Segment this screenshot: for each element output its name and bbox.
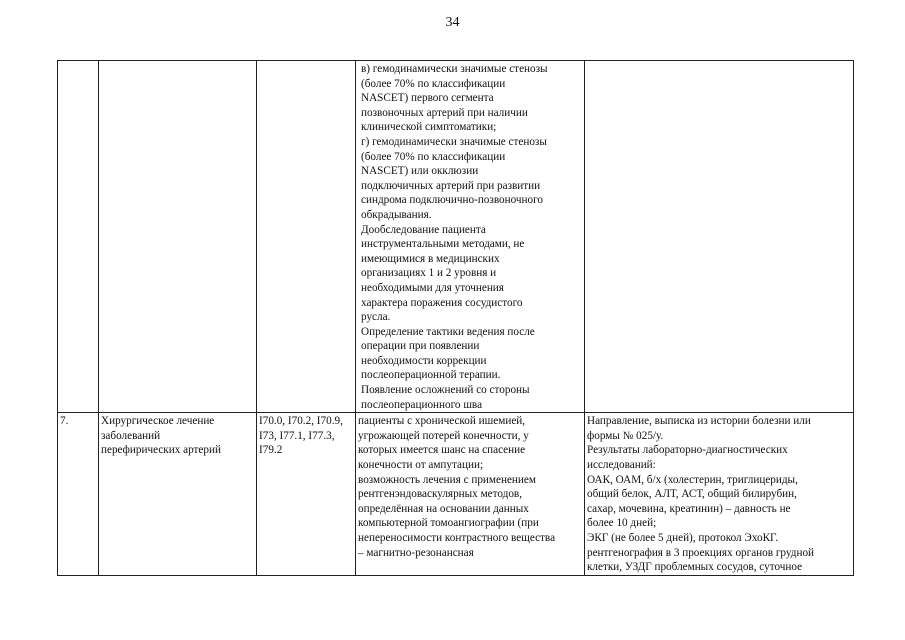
text-line: общий белок, АЛТ, АСТ, общий билирубин,	[587, 488, 797, 501]
text-line: перефирических артерий	[101, 444, 221, 457]
text-line: Направление, выписка из истории болезни или	[587, 415, 811, 428]
text-line: необходимыми для уточнения	[361, 281, 504, 294]
text-line: клетки, УЗДГ проблемных сосудов, суточное	[587, 561, 803, 574]
cell-codes	[257, 413, 356, 576]
text-line: Результаты лабораторно-диагностических	[587, 444, 788, 457]
text-line: более 10 дней;	[587, 517, 657, 530]
table-row	[58, 61, 854, 413]
text-line: формы № 025/у.	[587, 429, 664, 442]
text-line: NASCET) первого сегмента	[361, 92, 494, 105]
text-line: сахар, мочевина, креатинин) – давность не	[587, 502, 791, 515]
text-line: – магнитно-резонансная	[358, 546, 474, 559]
cell-documents	[585, 61, 854, 413]
text-line: рентгенэндоваскулярных методов,	[358, 488, 522, 501]
text-line: послеоперационного шва	[361, 398, 483, 411]
text-line: конечности от ампутации;	[358, 459, 484, 472]
text-line: компьютерной томоангиографии (при	[358, 517, 539, 530]
text-line: NASCET) или окклюзии	[361, 165, 479, 178]
text-line: послеоперационной терапии.	[361, 369, 501, 382]
cell-indications	[356, 413, 585, 576]
text-line: русла.	[361, 311, 391, 324]
text-line: пациенты с хронической ишемией,	[358, 415, 526, 428]
text-line: необходимости коррекции	[361, 354, 487, 367]
text-line: ОАК, ОАМ, б/х (холестерин, триглицериды,	[587, 473, 798, 486]
text-line: определённая на основании данных	[358, 502, 529, 515]
cell-number: 7.	[58, 413, 99, 576]
text-line: г) гемодинамически значимые стенозы	[361, 135, 547, 148]
text-line: в) гемодинамически значимые стенозы	[361, 63, 548, 75]
text-line: операции при появлении	[361, 340, 480, 353]
cell-documents	[585, 413, 854, 576]
text-line: синдрома подключично-позвоночного	[361, 194, 544, 207]
page-number: 34	[445, 15, 460, 30]
cell-indications	[356, 61, 585, 413]
cell-name	[99, 61, 257, 413]
text-line: ЭКГ (не более 5 дней), протокол ЭхоКГ.	[587, 532, 779, 544]
text-line: которых имеется шанс на спасение	[358, 444, 526, 457]
text-line: исследований:	[587, 459, 656, 472]
text-line: I70.0, I70.2, I70.9,	[259, 415, 343, 428]
cell-number	[58, 61, 99, 413]
text-line: возможность лечения с применением	[358, 473, 536, 486]
text-line: обкрадывания.	[361, 208, 432, 221]
text-line: Появление осложнений со стороны	[361, 384, 530, 397]
cell-name	[99, 413, 257, 576]
text-line: I79.2	[259, 444, 283, 457]
text-line: (более 70% по классификации	[361, 77, 506, 90]
text-line: клинической симптоматики;	[361, 121, 497, 134]
text-line: непереносимости контрастного вещества	[358, 532, 556, 544]
text-line: характера поражения сосудистого	[361, 296, 523, 309]
text-line: угрожающей потерей конечности, у	[358, 429, 529, 442]
text-line: Дообследование пациента	[361, 223, 486, 236]
text-line: позвоночных артерий при наличии	[361, 106, 528, 119]
text-line: подключичных артерий при развитии	[361, 179, 541, 192]
text-line: заболеваний	[101, 429, 161, 442]
text-line: организациях 1 и 2 уровня и	[361, 267, 497, 280]
text-line: имеющимися в медицинских	[361, 252, 500, 265]
table-row	[58, 413, 854, 576]
text-line: (более 70% по классификации	[361, 150, 506, 163]
text-line: Хирургическое лечение	[101, 415, 215, 428]
cell-codes	[257, 61, 356, 413]
text-line: I73, I77.1, I77.3,	[259, 429, 335, 442]
text-line: рентгенография в 3 проекциях органов грудной	[587, 546, 815, 559]
text-line: Определение тактики ведения после	[361, 325, 535, 338]
text-line: инструментальными методами, не	[361, 238, 525, 251]
document-table	[57, 60, 854, 576]
